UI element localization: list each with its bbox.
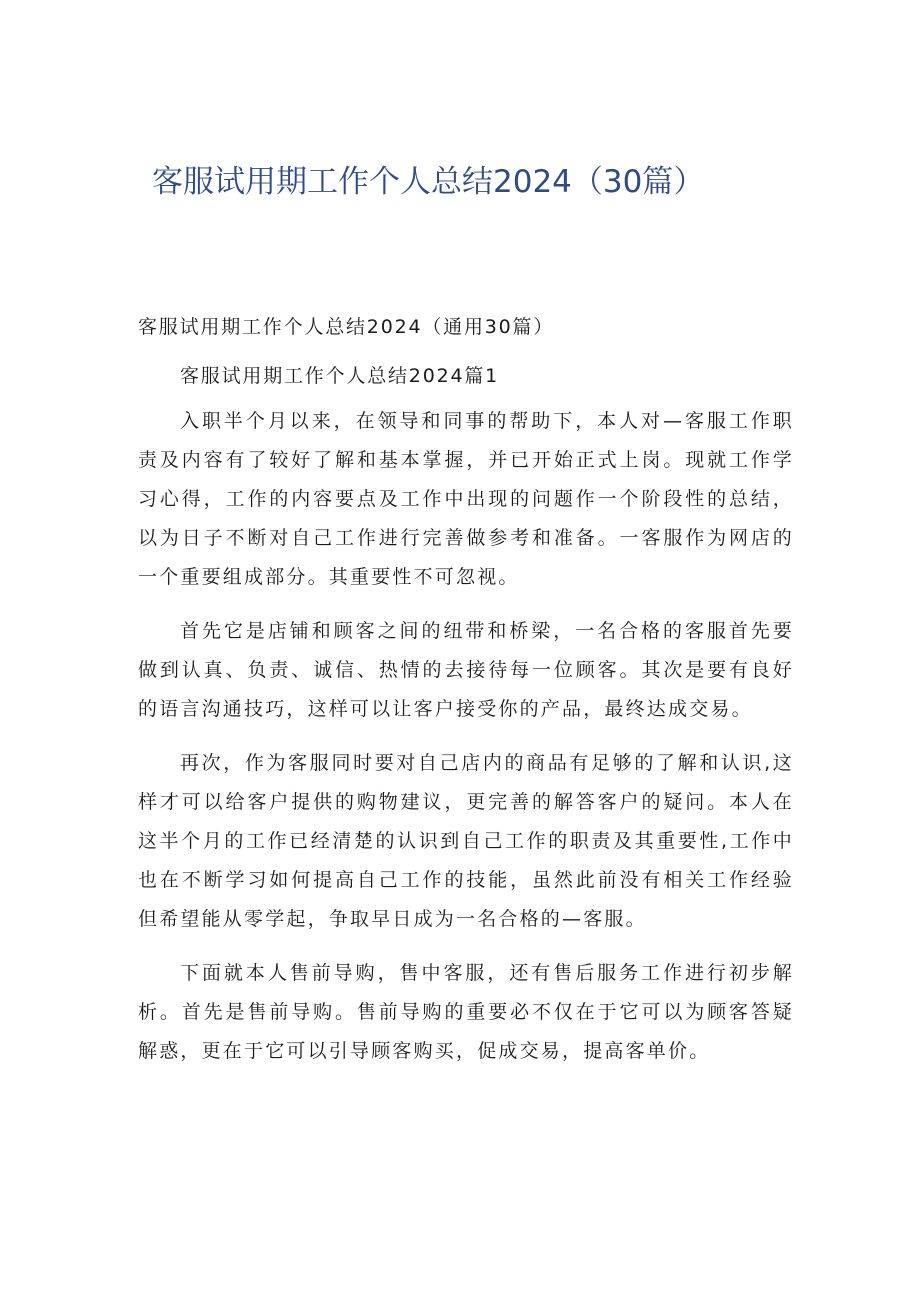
document-subtitle: 客服试用期工作个人总结2024（通用30篇） xyxy=(138,316,555,338)
body-paragraph: 再次，作为客服同时要对自己店内的商品有足够的了解和认识,这样才可以给客户提供的购物建议，更完善的解答客户的疑问。本人在这半个月的工作已经清楚的认识到自己工作的职责及其重要性,工作中也在不断学习如何提高自己工作的技能，虽然此前没有相关工作经验但希望能从零学起，争取早日成为一名合格的—客服。 xyxy=(138,752,794,930)
document-body xyxy=(138,402,794,1086)
section-heading: 客服试用期工作个人总结2024篇1 xyxy=(180,365,500,387)
body-paragraph: 入职半个月以来，在领导和同事的帮助下，本人对—客服工作职责及内容有了较好了解和基本掌握，并已开始正式上岗。现就工作学习心得，工作的内容要点及工作中出现的问题作一个阶段性的总结，以为日子不断对自己工作进行完善做参考和准备。一客服作为网店的一个重要组成部分。其重要性不可忽视。 xyxy=(138,410,794,588)
body-paragraph: 首先它是店铺和顾客之间的纽带和桥梁，一名合格的客服首先要做到认真、负责、诚信、热情的去接待每一位顾客。其次是要有良好的语言沟通技巧，这样可以让客户接受你的产品，最终达成交易。 xyxy=(138,620,794,720)
body-paragraph: 下面就本人售前导购，售中客服，还有售后服务工作进行初步解析。首先是售前导购。售前导购的重要必不仅在于它可以为顾客答疑解惑，更在于它可以引导顾客购买，促成交易，提高客单价。 xyxy=(138,962,794,1062)
document-title: 客服试用期工作个人总结2024（30篇） xyxy=(152,164,705,200)
